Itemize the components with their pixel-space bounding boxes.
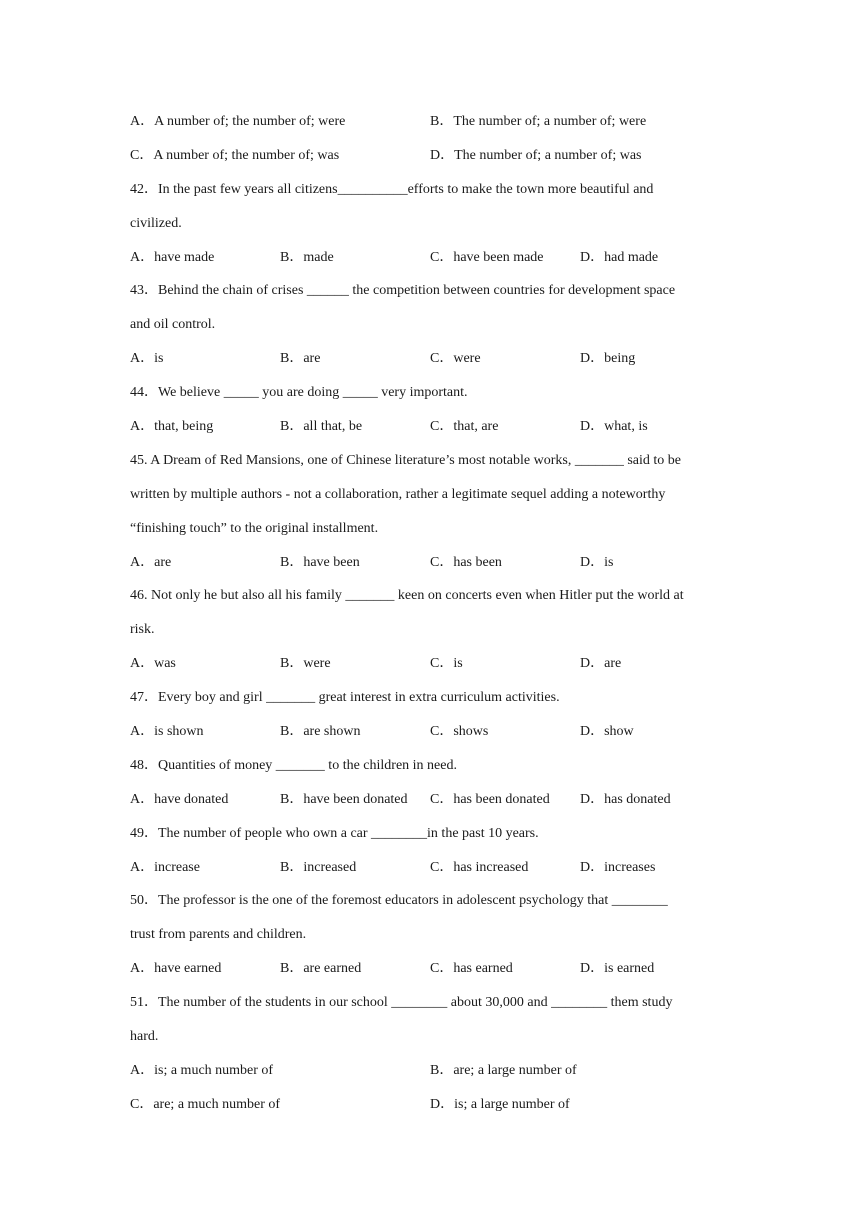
option-a: A．is shown (130, 724, 204, 740)
option-c: C．that, are (430, 419, 499, 435)
question-text: risk. (130, 622, 155, 638)
option-row (130, 1059, 740, 1093)
question-text: written by multiple authors - not a collaboration, rather a legitimate sequel adding a noteworthy (130, 486, 666, 502)
option-row (130, 652, 740, 686)
option-row (130, 415, 740, 449)
option-c: C．are; a much number of (130, 1096, 281, 1112)
option-c: C．has been (430, 554, 502, 570)
question-42 (130, 178, 740, 280)
option-d: D．is earned (580, 961, 655, 977)
question-44 (130, 381, 740, 449)
question-text: and oil control. (130, 317, 216, 333)
question-text: 48．Quantities of money _______ to the children in need. (130, 757, 457, 773)
option-b: B．were (280, 656, 331, 672)
option-b: B．have been donated (280, 791, 408, 807)
option-b: B．increased (280, 859, 357, 875)
option-d: D．is (580, 554, 614, 570)
question-text: 47．Every boy and girl _______ great interest in extra curriculum activities. (130, 690, 560, 706)
option-c: C．have been made (430, 249, 544, 265)
option-row (130, 788, 740, 822)
option-a: A．is; a much number of (130, 1062, 274, 1078)
option-d: D．show (580, 724, 634, 740)
question-text: 45. A Dream of Red Mansions, one of Chinese literature’s most notable works, _______ said to be (130, 452, 681, 468)
question-text: “finishing touch” to the original installment. (130, 520, 379, 536)
option-row (130, 347, 740, 381)
option-c: C．shows (430, 724, 489, 740)
question-text: civilized. (130, 215, 182, 231)
option-d: D．The number of; a number of; was (430, 147, 642, 163)
question-text: 44．We believe _____ you are doing _____ very important. (130, 385, 468, 401)
option-row (130, 110, 740, 144)
option-c: C．has been donated (430, 791, 550, 807)
option-a: A．that, being (130, 419, 214, 435)
option-row (130, 246, 740, 280)
option-b: B．are shown (280, 724, 361, 740)
question-text: 42．In the past few years all citizens__________efforts to make the town more beautiful and (130, 181, 654, 197)
option-a: A．is (130, 351, 164, 367)
option-a: A．have made (130, 249, 215, 265)
option-a: A．have donated (130, 791, 229, 807)
question-text: hard. (130, 1029, 159, 1045)
question-text: 46. Not only he but also all his family _______ keen on concerts even when Hitler put the world at (130, 588, 684, 604)
question-text: 51．The number of the students in our school ________ about 30,000 and ________ them study (130, 995, 673, 1011)
question-45 (130, 449, 740, 585)
option-a: A．have earned (130, 961, 222, 977)
question-51 (130, 991, 740, 1127)
question-text: 49．The number of people who own a car ________in the past 10 years. (130, 825, 539, 841)
option-b: B．made (280, 249, 334, 265)
option-d: D．had made (580, 249, 659, 265)
option-c: C．is (430, 656, 463, 672)
option-b: B．are earned (280, 961, 362, 977)
question-list (130, 110, 740, 1127)
option-b: B．are; a large number of (430, 1062, 577, 1078)
option-c: C．A number of; the number of; was (130, 147, 340, 163)
option-row (130, 551, 740, 585)
option-row (130, 856, 740, 890)
question-47 (130, 686, 740, 754)
question-46 (130, 584, 740, 686)
option-b: B．have been (280, 554, 360, 570)
option-a: A．increase (130, 859, 200, 875)
option-row (130, 957, 740, 991)
option-d: D．are (580, 656, 622, 672)
option-row (130, 720, 740, 754)
option-row (130, 1093, 740, 1127)
option-row (130, 144, 740, 178)
option-d: D．has donated (580, 791, 671, 807)
option-b: B．are (280, 351, 321, 367)
option-c: C．has earned (430, 961, 513, 977)
option-a: A．are (130, 554, 172, 570)
question-50 (130, 889, 740, 991)
option-d: D．increases (580, 859, 656, 875)
option-d: D．what, is (580, 419, 648, 435)
option-b: B．all that, be (280, 419, 363, 435)
question-text: trust from parents and children. (130, 927, 307, 943)
option-d: D．being (580, 351, 636, 367)
question-text: 50．The professor is the one of the foremost educators in adolescent psychology that ________ (130, 893, 668, 909)
option-c: C．has increased (430, 859, 529, 875)
question-text: 43．Behind the chain of crises ______ the competition between countries for development space (130, 283, 676, 299)
question-43 (130, 279, 740, 381)
question-48 (130, 754, 740, 822)
option-c: C．were (430, 351, 481, 367)
option-a: A．A number of; the number of; were (130, 114, 346, 129)
option-d: D．is; a large number of (430, 1096, 570, 1112)
option-a: A．was (130, 656, 176, 672)
option-b: B．The number of; a number of; were (430, 114, 647, 129)
question-49 (130, 822, 740, 890)
